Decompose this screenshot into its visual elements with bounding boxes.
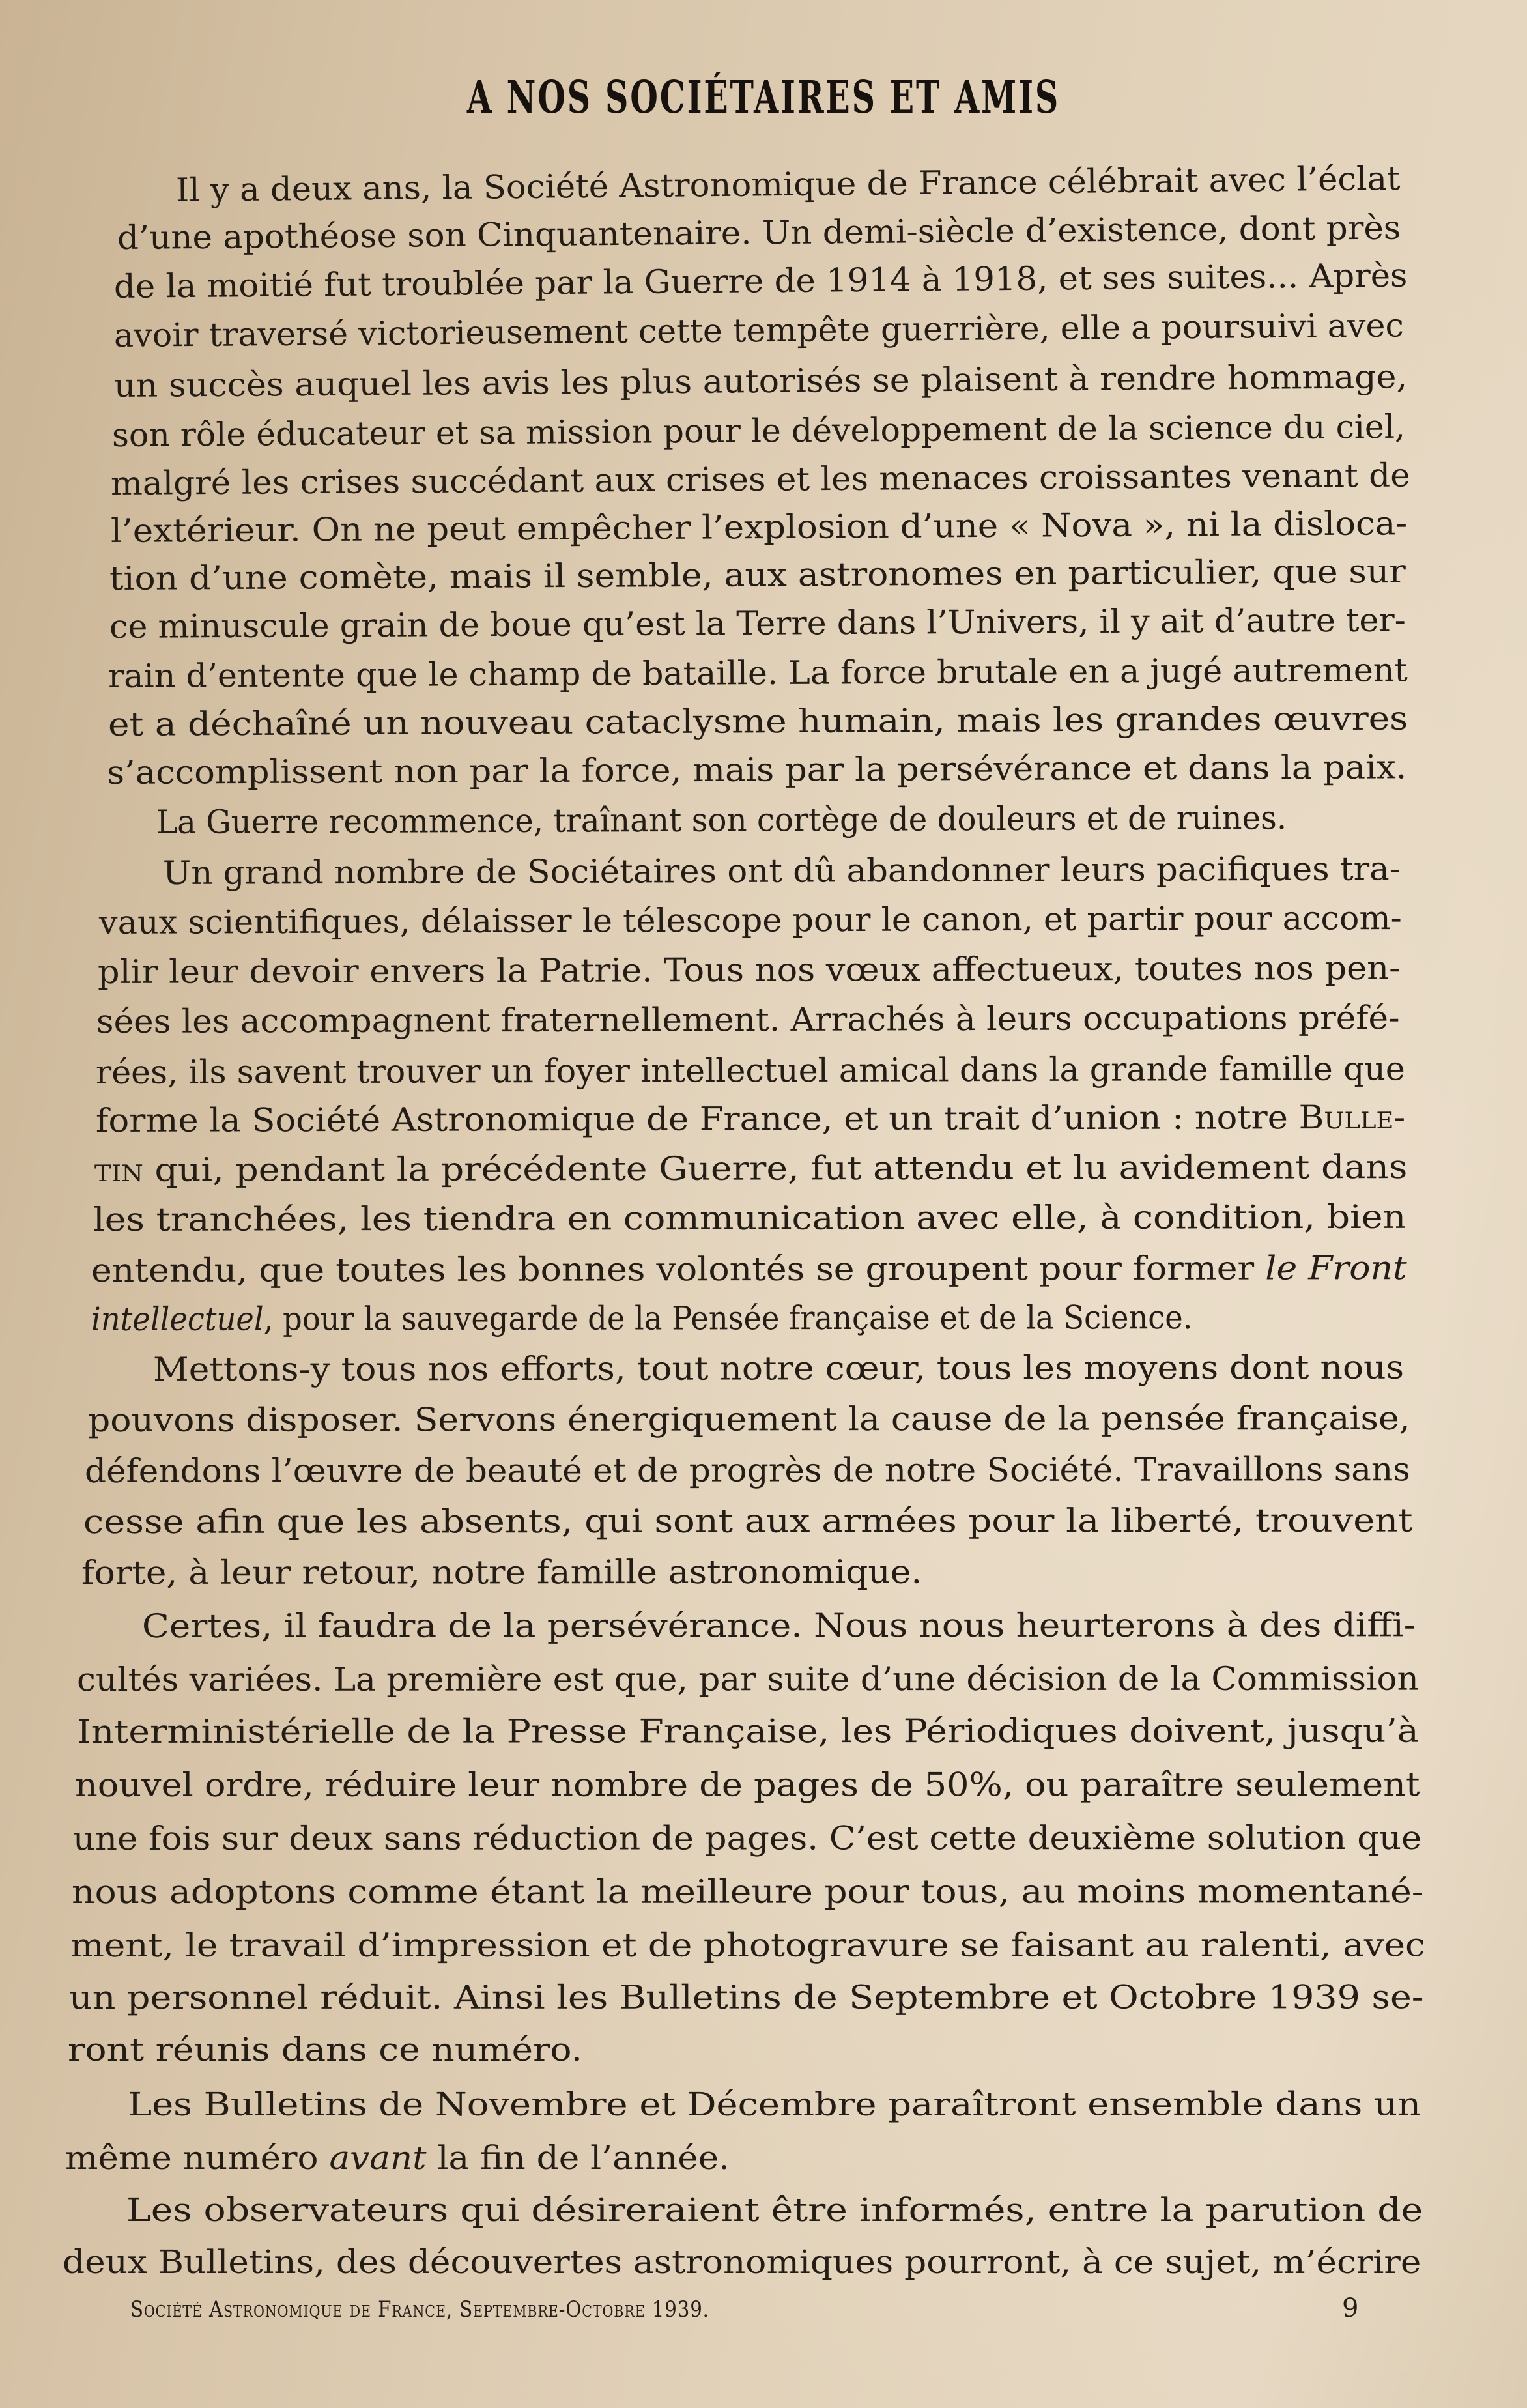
line-text: une fois sur deux sans réduction de pages. C’est cette deuxième solution que [72, 1818, 1422, 1857]
line-text: cesse afin que les absents, qui sont aux armées pour la liberté, trouvent [83, 1501, 1413, 1541]
text-line [96, 1049, 1405, 1092]
line-text: défendons l’œuvre de beauté et de progrès de notre Société. Travaillons sans [84, 1450, 1410, 1490]
line-text: les tranchées, les tiendra en communication avec elle, à condition, bien [93, 1197, 1406, 1239]
line-text: d’une apothéose son Cinquantenaire. Un demi-siècle d’existence, dont près [117, 208, 1401, 257]
text-line [81, 1553, 922, 1592]
line-text: Mettons-y tous nos efforts, tout notre cœur, tous les moyens dont nous [152, 1348, 1405, 1388]
line-text: nous adoptons comme étant la meilleure pour tous, au moins momentané- [71, 1872, 1424, 1911]
text-line [83, 1501, 1413, 1541]
text-line [98, 949, 1401, 992]
line-text: malgré les crises succédant aux crises et les menaces croissantes venant de [110, 456, 1410, 502]
text-line [117, 208, 1401, 257]
line-text: la fin de l’année. [426, 2138, 730, 2177]
text-line [93, 1197, 1406, 1239]
text-line [99, 898, 1402, 942]
line-text: l’extérieur. On ne peut empêcher l’explosion d’une « Nova », ni la disloca- [110, 504, 1408, 550]
page-number: 9 [1342, 2293, 1359, 2323]
text-line [114, 357, 1408, 405]
page-footer: Société Astronomique de France, Septembre-Octobre 1939. [130, 2297, 709, 2323]
text-line [128, 2085, 1421, 2124]
text-line [72, 1872, 1423, 1912]
italic-text: le Front [1265, 1249, 1407, 1287]
text-line [85, 1450, 1410, 1491]
text-line [111, 455, 1410, 503]
small-caps-text: tin [94, 1151, 144, 1189]
text-line [91, 1248, 1407, 1290]
text-line [75, 1765, 1420, 1805]
line-text: rain d’entente que le champ de bataille. La force brutale en a jugé autrement [107, 651, 1408, 695]
line-text: s’accomplissent non par la force, mais par la persévérance et dans la paix. [106, 748, 1407, 792]
text-line [108, 699, 1408, 744]
line-text: son rôle éducateur et sa mission pour le développement de la science du ciel, [111, 407, 1406, 454]
text-line [114, 306, 1404, 355]
italic-text: intellectuel [91, 1300, 264, 1338]
line-text: forte, à leur retour, notre famille astronomique. [81, 1553, 922, 1592]
small-caps-text: Bulle- [1298, 1098, 1406, 1137]
line-text: Les Bulletins de Novembre et Décembre paraîtront ensemble dans un [127, 2085, 1421, 2123]
line-text: de la moitié fut troublée par la Guerre de 1914 à 1918, et ses suites... Après [113, 256, 1408, 306]
line-text: vaux scientifiques, délaisser le télescope pour le canon, et partir pour accom- [98, 899, 1402, 941]
text-line [111, 504, 1408, 551]
line-text: Il y a deux ans, la Société Astronomique de France célébrait avec l’éclat [175, 159, 1401, 209]
line-text: et a déchaîné un nouveau cataclysme humain, mais les grandes œuvres [107, 699, 1408, 743]
line-text: pouvons disposer. Servons énergiquement la cause de la pensée française, [87, 1399, 1410, 1439]
text-line [107, 747, 1407, 792]
text-line [68, 2030, 582, 2069]
line-text: un succès auquel les avis les plus autorisés se plaisent à rendre hommage, [113, 358, 1408, 405]
text-line [112, 407, 1405, 455]
text-line [88, 1399, 1410, 1440]
text-line [77, 1659, 1419, 1699]
line-text: Certes, il faudra de la persévérance. Nous nous heurterons à des diffi- [141, 1606, 1416, 1645]
line-text: ce minuscule grain de boue qu’est la Terre dans l’Univers, il y ait d’autre ter- [109, 601, 1406, 646]
line-text: Les observateurs qui désireraient être informés, entre la parution de [126, 2191, 1423, 2229]
italic-text: avant [329, 2138, 427, 2177]
text-line [73, 1818, 1421, 1858]
text-line [96, 1098, 1405, 1140]
text-line [176, 159, 1401, 210]
text-line [70, 1925, 1425, 1965]
line-text: même numéro [64, 2138, 330, 2177]
line-text: avoir traversé victorieusement cette tempête guerrière, elle a poursuivi avec [113, 306, 1405, 354]
text-line [126, 2190, 1423, 2229]
text-line [109, 601, 1406, 646]
line-text: tion d’une comète, mais il semble, aux astronomes en particulier, que sur [109, 552, 1406, 597]
line-text: cultés variées. La première est que, par suite d’une décision de la Commission [76, 1659, 1419, 1698]
line-text: Un grand nombre de Sociétaires ont dû abandonner leurs pacifiques tra- [162, 850, 1401, 892]
text-line [69, 1977, 1424, 2017]
line-text: , pour la sauvegarde de la Pensée française et de la Science. [263, 1298, 1193, 1338]
line-text: ront réunis dans ce numéro. [67, 2030, 583, 2069]
line-text: nouvel ordre, réduire leur nombre de pages de 50%, ou paraître seulement [74, 1765, 1420, 1804]
text-line [91, 1298, 1193, 1339]
text-line [108, 650, 1408, 696]
line-text: forme la Société Astronomique de France, et un trait d’union : notre [95, 1098, 1299, 1140]
text-line [114, 256, 1408, 306]
text-line [63, 2243, 1421, 2282]
text-line [142, 1605, 1416, 1646]
line-text: ment, le travail d’impression et de photogravure se faisant au ralenti, avec [70, 1926, 1425, 1964]
text-line [109, 552, 1406, 598]
text-line [65, 2138, 730, 2177]
line-text: entendu, que toutes les bonnes volontés se groupent pour former [91, 1249, 1266, 1289]
line-text: rées, ils savent trouver un foyer intellectuel amical dans la grande famille que [95, 1050, 1405, 1091]
line-text: Interministérielle de la Presse Française, les Périodiques doivent, jusqu’à [76, 1712, 1419, 1751]
text-line [94, 1147, 1407, 1190]
line-text: sées les accompagnent fraternellement. Arrachés à leurs occupations préfé- [96, 999, 1400, 1040]
line-text: deux Bulletins, des découvertes astronomiques pourront, à ce sujet, m’écrire [63, 2243, 1421, 2281]
text-line [153, 1348, 1404, 1389]
text-line [156, 798, 1287, 842]
text-line [96, 998, 1400, 1041]
line-text: qui, pendant la précédente Guerre, fut attendu et lu avidement dans [143, 1148, 1408, 1189]
text-line [77, 1712, 1419, 1751]
page-title: A NOS SOCIÉTAIRES ET AMIS [466, 72, 1061, 124]
text-line [163, 849, 1401, 893]
line-text: La Guerre recommence, traînant son cortège de douleurs et de ruines. [156, 799, 1287, 841]
line-text: un personnel réduit. Ainsi les Bulletins de Septembre et Octobre 1939 se- [68, 1978, 1424, 2016]
line-text: plir leur devoir envers la Patrie. Tous nos vœux affectueux, toutes nos pen- [97, 949, 1401, 991]
